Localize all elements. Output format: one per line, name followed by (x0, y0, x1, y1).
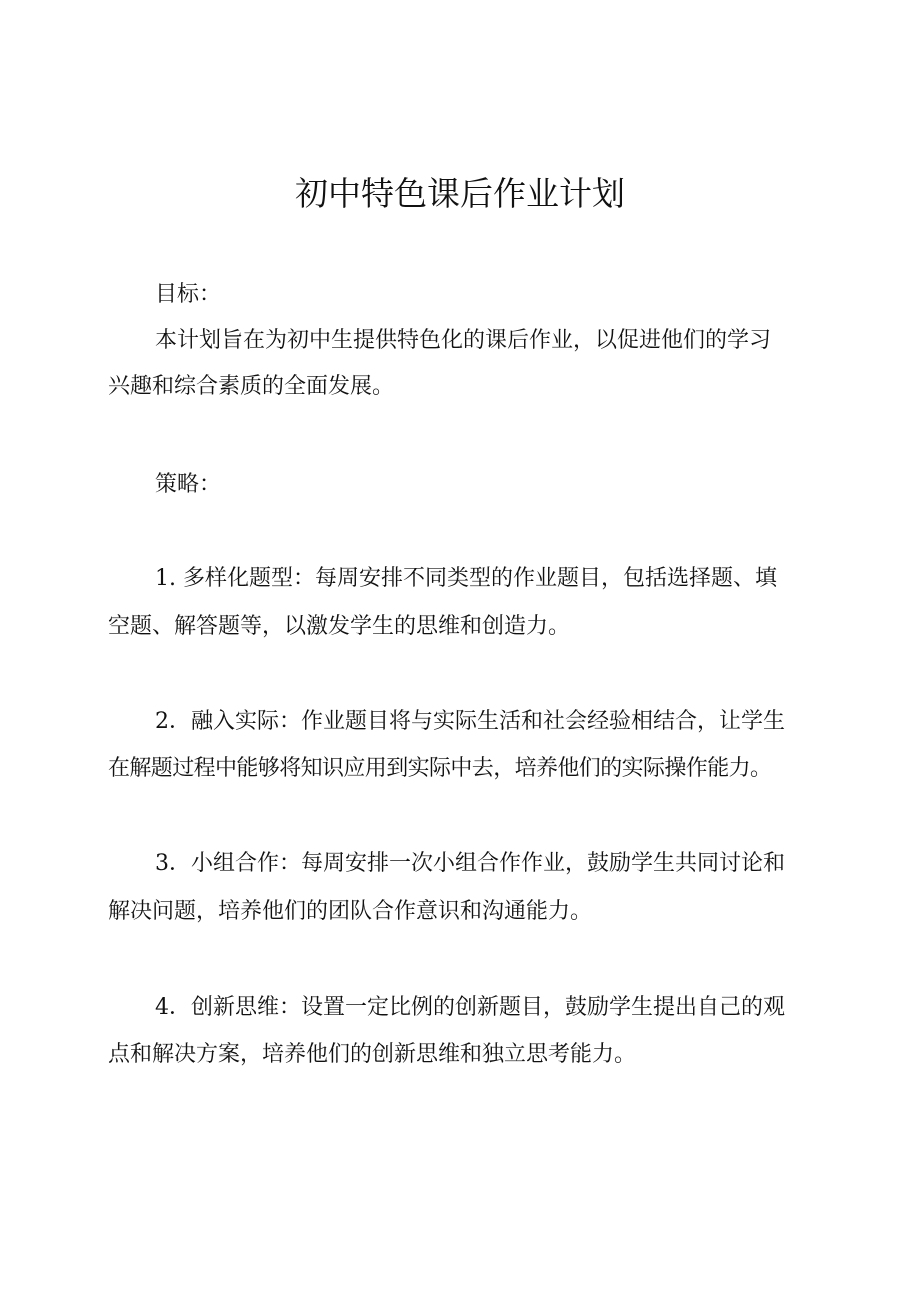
strategy-item-3-line-2: 解决问题，培养他们的团队合作意识和沟通能力。 (108, 899, 593, 924)
strategy-item-3-line-1: 3．小组合作：每周安排一次小组合作作业，鼓励学生共同讨论和 (155, 851, 785, 876)
strategy-item-1-line-2: 空题、解答题等，以激发学生的思维和创造力。 (108, 614, 571, 639)
goal-heading: 目标： (155, 282, 222, 307)
strategy-item-2-line-1: 2．融入实际：作业题目将与实际生活和社会经验相结合，让学生 (155, 709, 785, 734)
strategy-item-2-line-2: 在解题过程中能够将知识应用到实际中去，培养他们的实际操作能力。 (108, 756, 772, 781)
document-title: 初中特色课后作业计划 (295, 174, 625, 213)
goal-text-line-2: 兴趣和综合素质的全面发展。 (108, 374, 395, 399)
goal-text-line-1: 本计划旨在为初中生提供特色化的课后作业，以促进他们的学习 (155, 328, 772, 353)
strategy-heading: 策略： (155, 472, 222, 497)
strategy-item-1-line-1: 1. 多样化题型：每周安排不同类型的作业题目，包括选择题、填 (155, 566, 777, 591)
strategy-item-4-line-1: 4．创新思维：设置一定比例的创新题目，鼓励学生提出自己的观 (155, 995, 785, 1020)
strategy-item-4-line-2: 点和解决方案，培养他们的创新思维和独立思考能力。 (108, 1042, 637, 1067)
